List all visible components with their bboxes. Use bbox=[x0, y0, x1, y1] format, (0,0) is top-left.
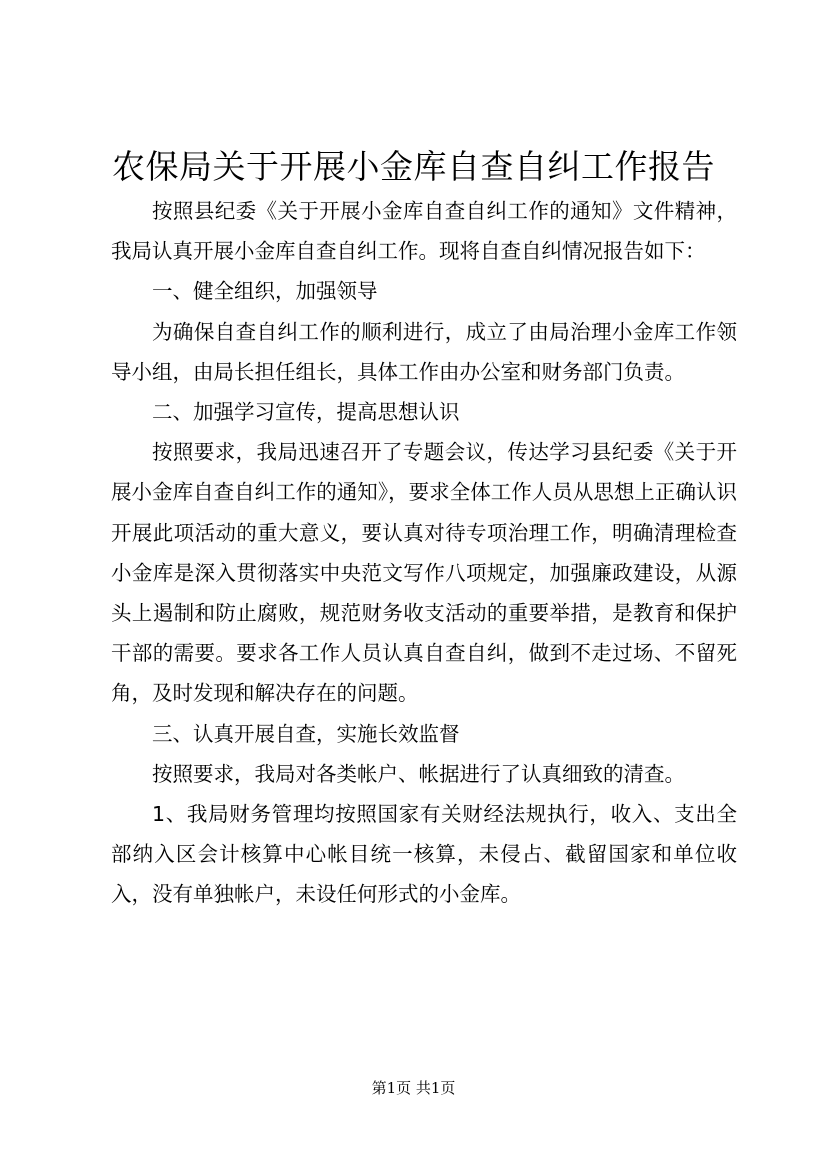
section-3-paragraph: 按照要求，我局对各类帐户、帐据进行了认真细致的清查。 bbox=[152, 761, 685, 786]
intro-paragraph: 按照县纪委《关于开展小金库自查自纠工作的通知》文件精神，我局认真开展小金库自查自纠工作。现将自查自纠情况报告如下： bbox=[111, 199, 737, 264]
page-number-footer: 第1页 共1页 bbox=[371, 1079, 456, 1097]
section-heading-2: 二、加强学习宣传，提高思想认识 bbox=[152, 400, 460, 425]
section-heading-1: 一、健全组织，加强领导 bbox=[152, 279, 378, 304]
section-heading-3: 三、认真开展自查，实施长效监督 bbox=[152, 721, 460, 746]
section-3-item-1: 1、我局财务管理均按照国家有关财经法规执行，收入、支出全部纳入区会计核算中心帐目统一核算，未侵占、截留国家和单位收入，没有单独帐户，未设任何形式的小金库。 bbox=[111, 802, 737, 907]
section-1-paragraph: 为确保自查自纠工作的顺利进行，成立了由局治理小金库工作领导小组，由局长担任组长，具体工作由办公室和财务部门负责。 bbox=[111, 319, 737, 384]
document-title: 农保局关于开展小金库自查自纠工作报告 bbox=[112, 147, 715, 186]
section-2-paragraph: 按照要求，我局迅速召开了专题会议，传达学习县纪委《关于开展小金库自查自纠工作的通知》，要求全体工作人员从思想上正确认识开展此项活动的重大意义，要认真对待专项治理工作，明确清理检查小金库是深入贯彻落实中央范文写作八项规定，加强廉政建设，从源头上遏制和防止腐败，规范财务收支活动的重要举措，是教育和保护干部的需要。要求各工作人员认真自查自纠，做到不走过场、不留死角，及时发现和解决存在的问题。 bbox=[111, 440, 737, 706]
document-body bbox=[111, 191, 737, 915]
